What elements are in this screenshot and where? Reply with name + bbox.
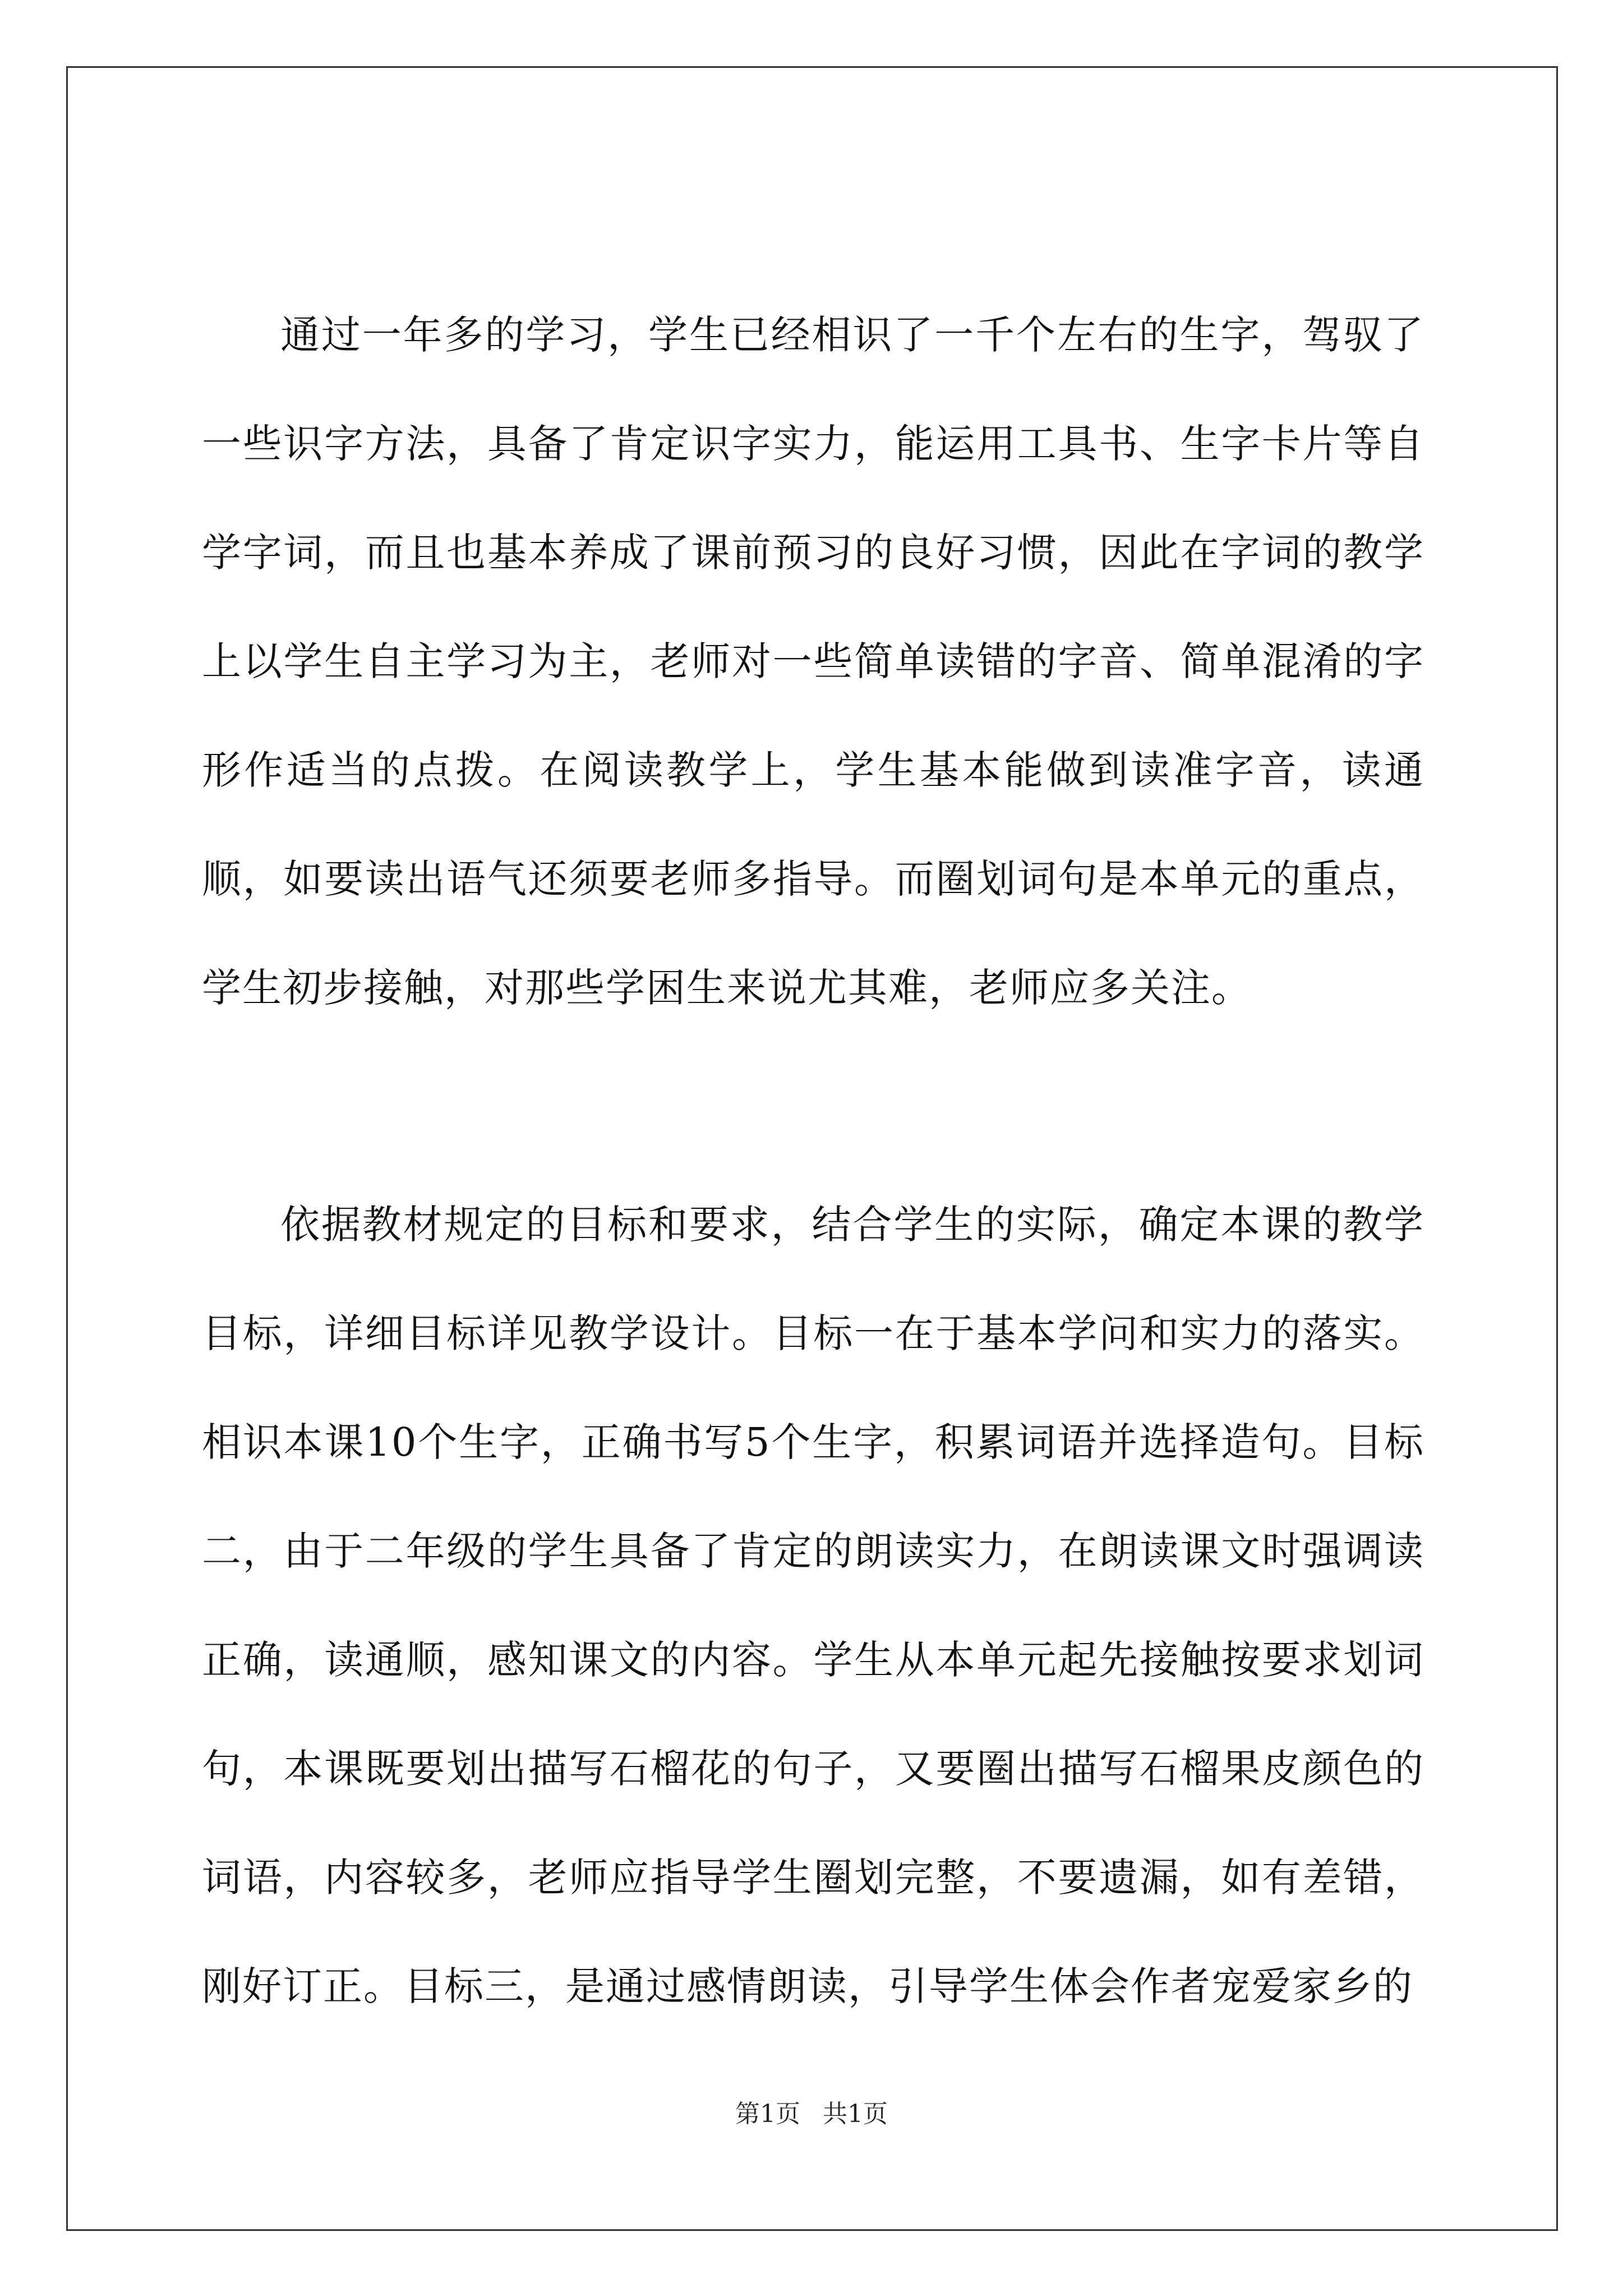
document-body <box>202 280 1424 2041</box>
page-footer <box>0 2097 1623 2131</box>
paragraph-1: 通过一年多的学习，学生已经相识了一千个左右的生字，驾驭了一些识字方法，具备了肯定识字实力，能运用工具书、生字卡片等自学字词，而且也基本养成了课前预习的良好习惯，因此在字词的教学上以学生自主学习为主，老师对一些简单读错的字音、简单混淆的字形作适当的点拨。在阅读教学上，学生基本能做到读准字音，读通顺，如要读出语气还须要老师多指导。而圈划词句是本单元的重点，学生初步接触，对那些学困生来说尤其难，老师应多关注。 <box>202 312 1424 1011</box>
page-number: 第1页 <box>735 2100 800 2128</box>
paragraph-2: 依据教材规定的目标和要求，结合学生的实际，确定本课的教学目标，详细目标详见教学设计。目标一在于基本学问和实力的落实。相识本课10个生字，正确书写5个生字，积累词语并选择造句。目标二，由于二年级的学生具备了肯定的朗读实力，在朗读课文时强调读正确，读通顺，感知课文的内容。学生从本单元起先接触按要求划词句，本课既要划出描写石榴花的句子，又要圈出描写石榴果皮颜色的词语，内容较多，老师应指导学生圈划完整，不要遗漏，如有差错，刚好订正。目标三，是通过感情朗读，引导学生体会作者宠爱家乡的 <box>202 1202 1424 2009</box>
page-total: 共1页 <box>823 2100 888 2128</box>
